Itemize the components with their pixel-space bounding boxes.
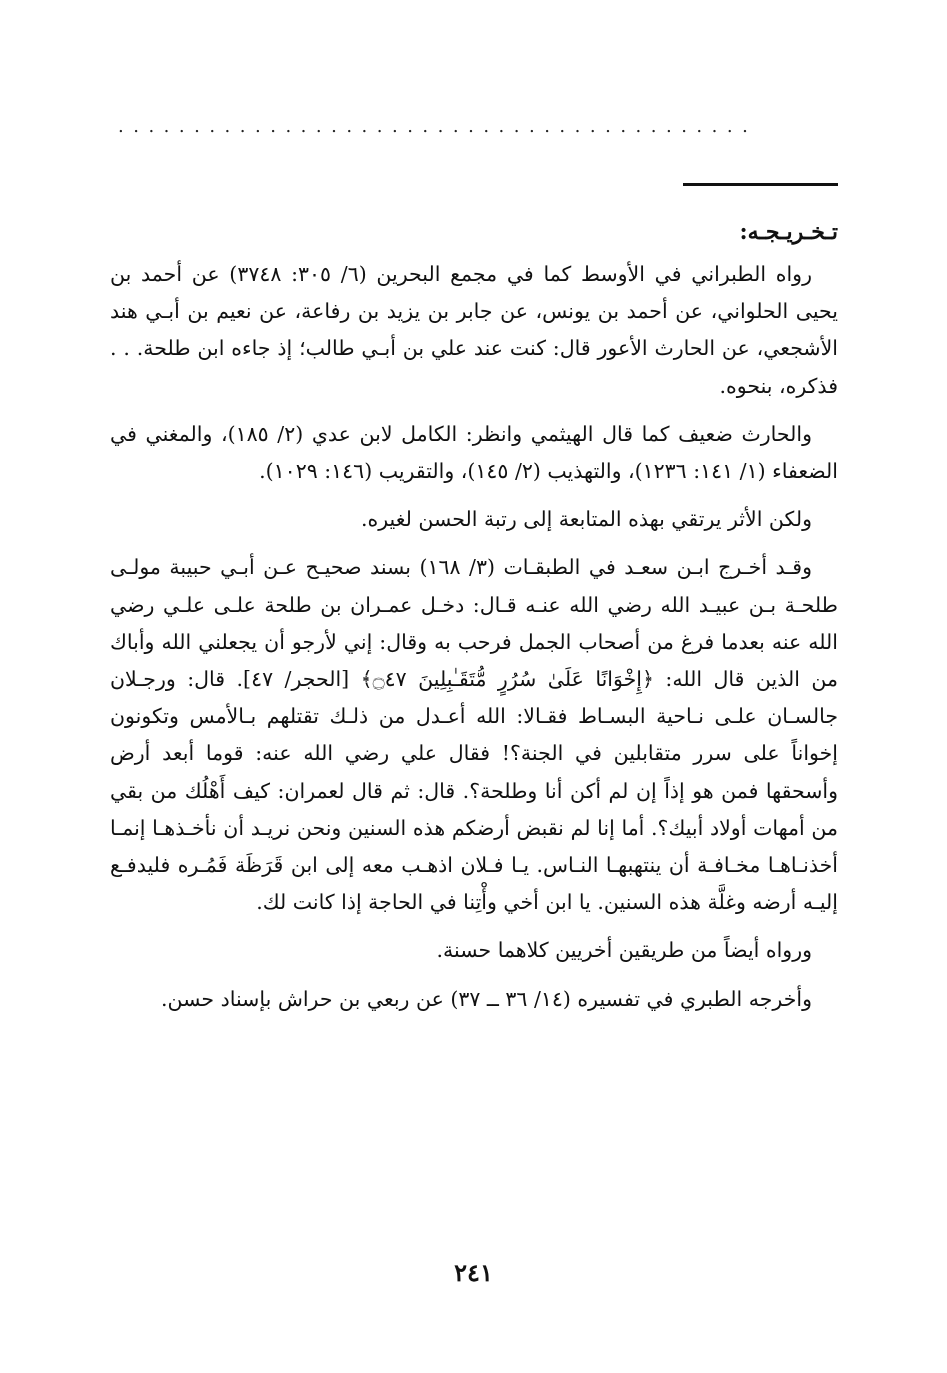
separator-dots: .......................................... xyxy=(118,118,758,136)
paragraph: ورواه أيضاً من طريقين أخريين كلاهما حسنة. xyxy=(436,938,812,963)
paragraph: والحارث ضعيف كما قال الهيثمي وانظر: الكامل لابن عدي (٢/ ١٨٥)، والمغني في الضعفاء (١/ ١٤١: ١٢٣٦)، والتهذيب (٢/ ١٤٥)، والتقريب (١٤٦: ١٠٢٩). xyxy=(110,421,838,484)
paragraph: وأخرجه الطبري في تفسيره (١٤/ ٣٦ ــ ٣٧) عن ربعي بن حراش بإسناد حسن. xyxy=(161,986,812,1011)
section-rule xyxy=(683,183,838,186)
paragraph: ولكن الأثر يرتقي بهذه المتابعة إلى رتبة الحسن لغيره. xyxy=(360,507,812,532)
paragraph: وقـد أخـرج ابـن سعـد في الطبقـات (٣/ ١٦٨) بسند صحيـح عـن أبـي حبيبة مولـى طلحـة بـن عبيـد الله رضي الله عنـه قـال: دخـل عمـران بن طلحة علـى علـي رضي الله عنه بعدما فرغ من أصحاب الجمل فرحب به وقال: إني لأرجو أن يجعلني الله وأباك من الذين قال الله: ﴿إِخْوَانًا عَلَىٰ سُرُرٍ مُّتَقَـٰبِلِينَ ۝٤٧﴾ [الحجر/ ٤٧]. قال: ورجـلان جالسـان علـى نـاحية البسـاط فقـالا: الله أعـدل من ذلـك تقتلهم بـالأمس وتكونون إخواناً على سرر متقابلين في الجنة؟! فقال علي رضي الله عنه: قوما أبعد أرض وأسحقها فمن هو إذاً إن لم أكن أنا وطلحة؟. قال: ثم قال لعمران: كيف أَهْلُك من بقي من أمهات أولاد أبيك؟. أما إنا لم نقبض أرضكم هذه السنين ونحن نريـد أن نأخـذهـا إنمـا أخذنـاهـا مخـافـة أن ينتهبهـا النـاس. يـا فـلان اذهـب معه إلى ابن قَرَظَة فَمُـره فليدفـع إليـه أرضه وغلَّة هذه السنين. يا ابن أخي وأْتِنا في الحاجة إذا كانت لك. xyxy=(110,555,838,915)
section-heading: تـخـريـجـه: xyxy=(739,219,838,245)
page-number: ٢٤١ xyxy=(454,1258,493,1287)
paragraph: رواه الطبراني في الأوسط كما في مجمع البحرين (٦/ ٣٠٥: ٣٧٤٨) عن أحمد بن يحيى الحلواني، عن أحمد بن يونس، عن جابر بن يزيد بن رفاعة، عن نعيم بن أبـي هند الأشجعي، عن الحارث الأعور قال: كنت عند علي بن أبـي طالب؛ إذ جاءه ابن طلحة. . . فذكره، بنحوه. xyxy=(110,262,838,398)
page-body xyxy=(110,212,838,1029)
